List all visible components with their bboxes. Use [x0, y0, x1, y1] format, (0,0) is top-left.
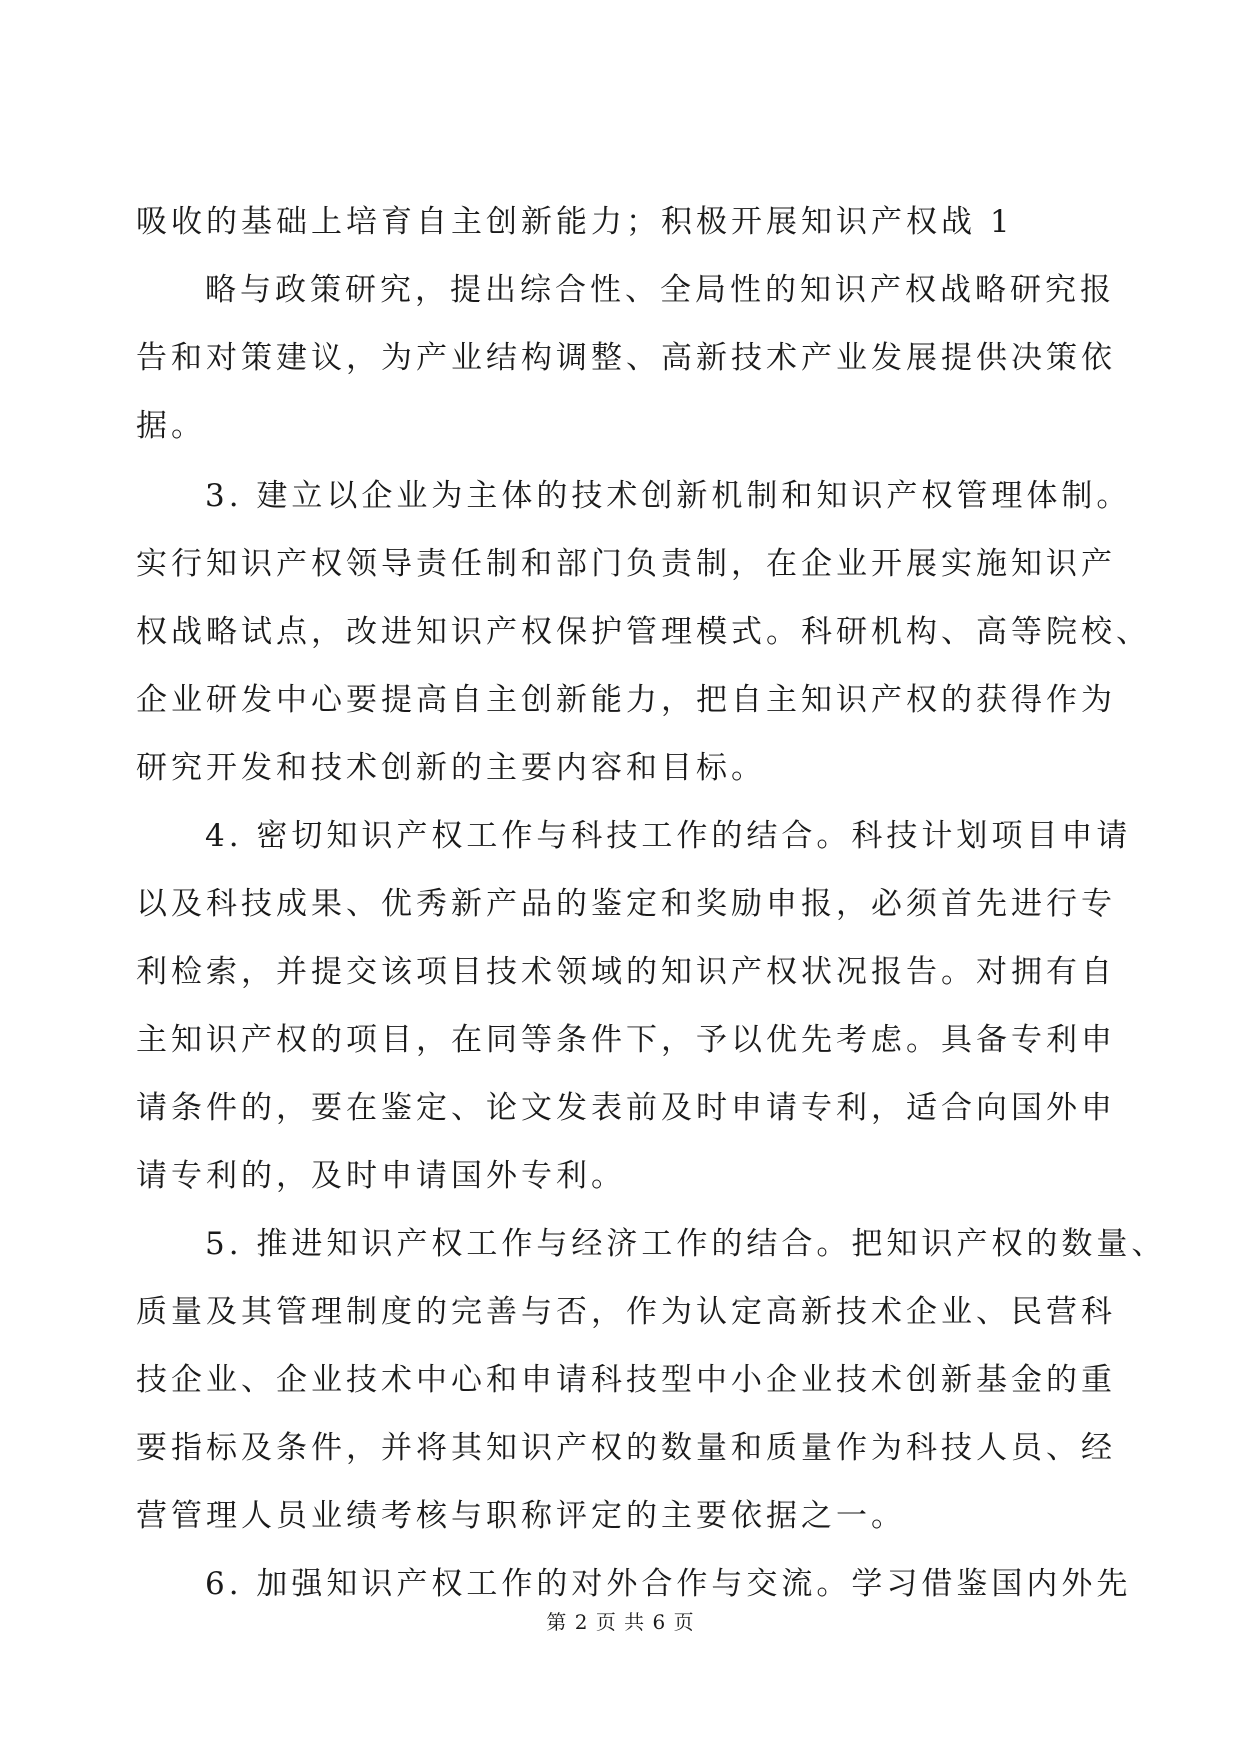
text-line: 请条件的，要在鉴定、论文发表前及时申请专利，适合向国外申: [136, 1090, 1116, 1126]
text-line: 质量及其管理制度的完善与否，作为认定高新技术企业、民营科: [136, 1294, 1116, 1330]
text-line: 告和对策建议，为产业结构调整、高新技术产业发展提供决策依: [136, 340, 1116, 376]
text-line: 利检索，并提交该项目技术领域的知识产权状况报告。对拥有自: [136, 954, 1116, 990]
text-line: 据。: [136, 408, 206, 444]
text-line: 权战略试点，改进知识产权保护管理模式。科研机构、高等院校、: [136, 614, 1151, 650]
text-line: 实行知识产权领导责任制和部门负责制，在企业开展实施知识产: [136, 546, 1116, 582]
text-line: 营管理人员业绩考核与职称评定的主要依据之一。: [136, 1498, 906, 1534]
text-line: 略与政策研究，提出综合性、全局性的知识产权战略研究报: [205, 272, 1115, 308]
text-line: 4. 密切知识产权工作与科技工作的结合。科技计划项目申请: [205, 818, 1132, 854]
text-line: 企业研发中心要提高自主创新能力，把自主知识产权的获得作为: [136, 682, 1116, 718]
text-line: 以及科技成果、优秀新产品的鉴定和奖励申报，必须首先进行专: [136, 886, 1116, 922]
text-line: 要指标及条件，并将其知识产权的数量和质量作为科技人员、经: [136, 1430, 1116, 1466]
text-line: 请专利的，及时申请国外专利。: [136, 1158, 626, 1194]
text-line: 5. 推进知识产权工作与经济工作的结合。把知识产权的数量、: [205, 1226, 1167, 1262]
text-line: 6. 加强知识产权工作的对外合作与交流。学习借鉴国内外先: [205, 1566, 1132, 1602]
text-line: 吸收的基础上培育自主创新能力；积极开展知识产权战 1: [136, 204, 1014, 240]
text-line: 研究开发和技术创新的主要内容和目标。: [136, 750, 766, 786]
text-line: 技企业、企业技术中心和申请科技型中小企业技术创新基金的重: [136, 1362, 1116, 1398]
text-line: 主知识产权的项目，在同等条件下，予以优先考虑。具备专利申: [136, 1022, 1116, 1058]
text-line: 3. 建立以企业为主体的技术创新机制和知识产权管理体制。: [205, 478, 1132, 514]
page-footer: 第 2 页 共 6 页: [546, 1610, 695, 1634]
